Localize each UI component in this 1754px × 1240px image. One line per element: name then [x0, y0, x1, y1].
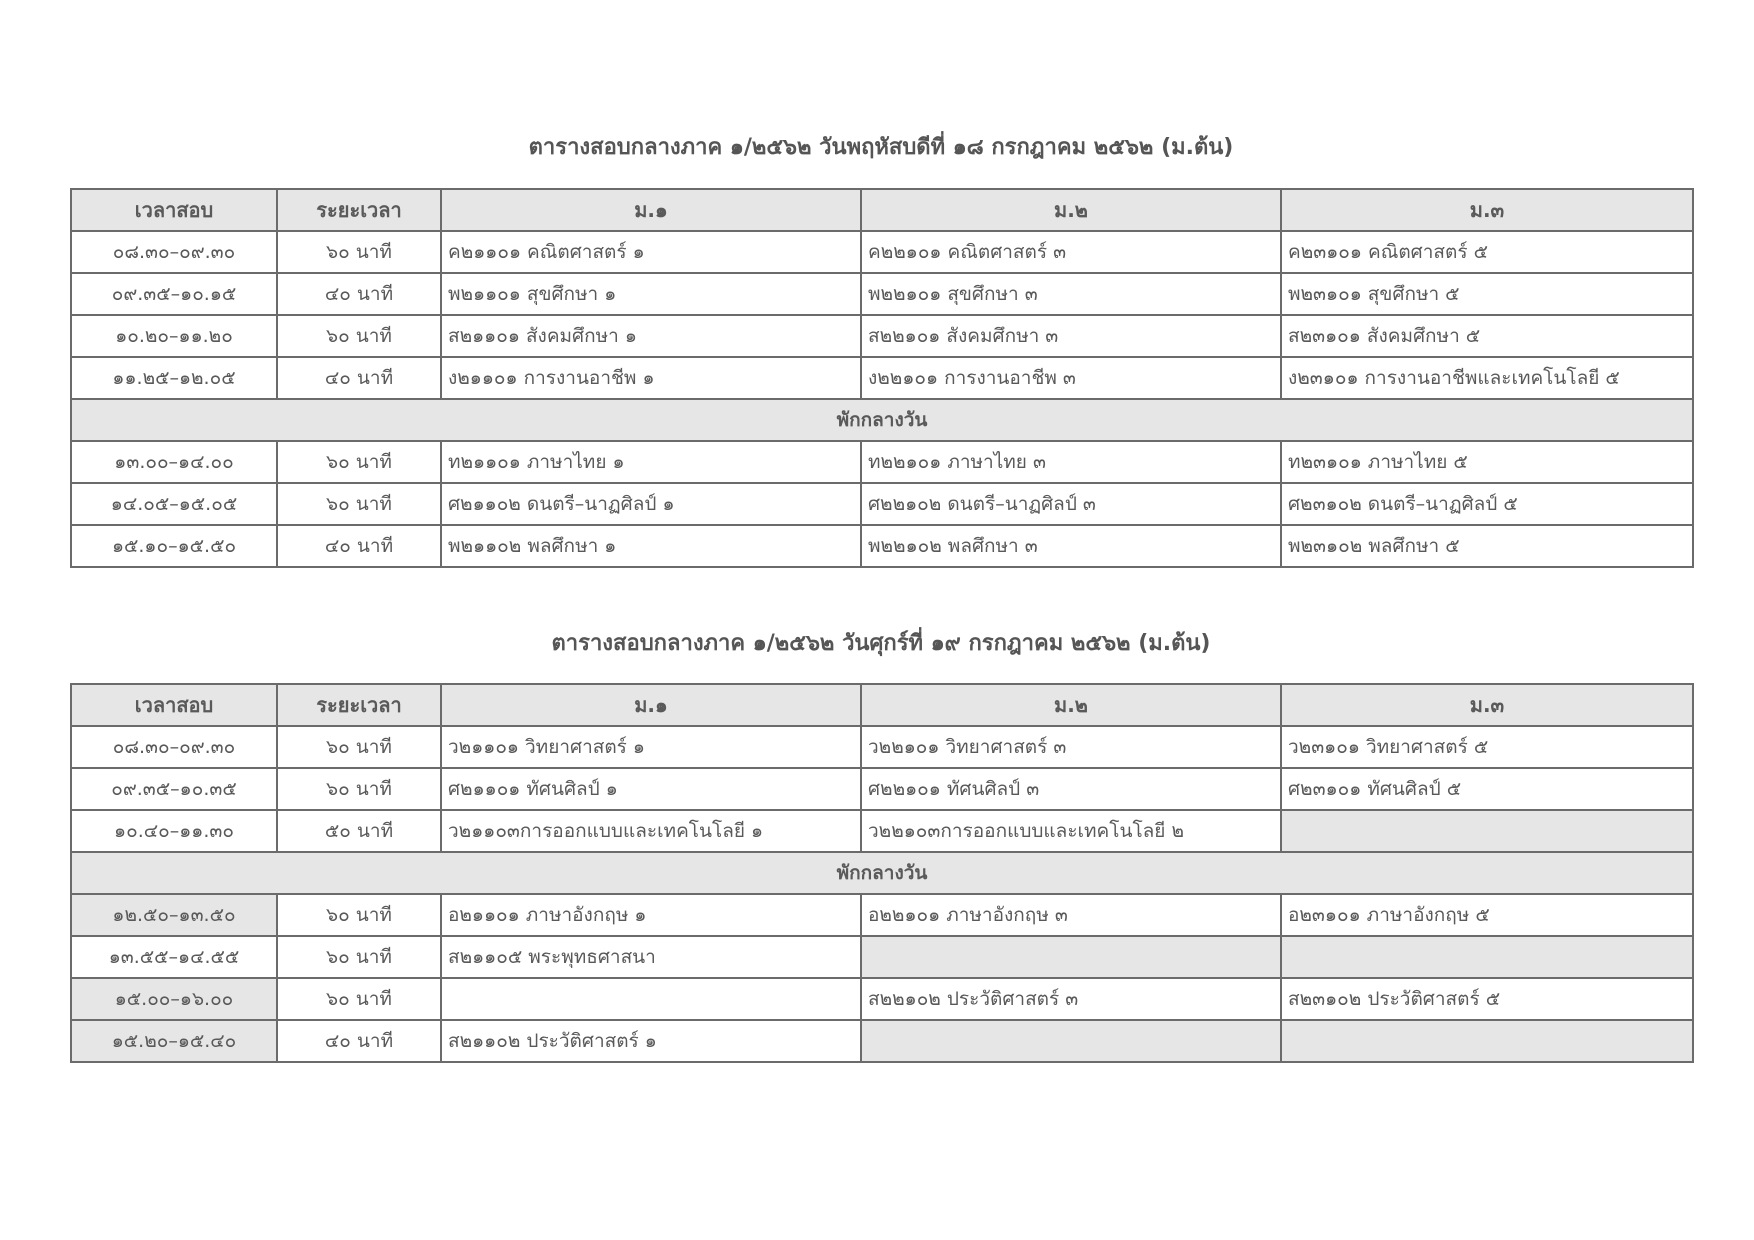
subject-m1: ส๒๑๑๐๕ พระพุทธศาสนา — [441, 936, 861, 978]
subject-m3-empty — [1281, 810, 1693, 852]
exam-duration: ๖๐ นาที — [277, 315, 441, 357]
header-m1: ม.๑ — [441, 189, 861, 231]
subject-m2: ง๒๒๑๐๑ การงานอาชีพ ๓ — [861, 357, 1281, 399]
subject-m3-empty — [1281, 936, 1693, 978]
subject-m1-empty — [441, 978, 861, 1020]
table-row — [71, 810, 1693, 852]
exam-duration: ๖๐ นาที — [277, 231, 441, 273]
table-row — [71, 357, 1693, 399]
lunch-break-label: พักกลางวัน — [71, 399, 1693, 441]
subject-m2: ท๒๒๑๐๑ ภาษาไทย ๓ — [861, 441, 1281, 483]
header-m3: ม.๓ — [1281, 189, 1693, 231]
subject-m2: ค๒๒๑๐๑ คณิตศาสตร์ ๓ — [861, 231, 1281, 273]
exam-time: ๐๙.๓๕–๑๐.๑๕ — [71, 273, 277, 315]
subject-m1: พ๒๑๑๐๑ สุขศึกษา ๑ — [441, 273, 861, 315]
exam-duration: ๖๐ นาที — [277, 936, 441, 978]
subject-m1: ท๒๑๑๐๑ ภาษาไทย ๑ — [441, 441, 861, 483]
table-row — [71, 525, 1693, 567]
exam-table-friday — [70, 683, 1694, 1063]
subject-m3-empty — [1281, 1020, 1693, 1062]
subject-m3: ท๒๓๑๐๑ ภาษาไทย ๕ — [1281, 441, 1693, 483]
subject-m3: ศ๒๓๑๐๑ ทัศนศิลป์ ๕ — [1281, 768, 1693, 810]
exam-duration: ๔๐ นาที — [277, 357, 441, 399]
subject-m3: ส๒๓๑๐๒ ประวัติศาสตร์ ๕ — [1281, 978, 1693, 1020]
exam-duration: ๔๐ นาที — [277, 1020, 441, 1062]
table-row — [71, 936, 1693, 978]
table-row — [71, 273, 1693, 315]
exam-duration: ๖๐ นาที — [277, 894, 441, 936]
exam-time: ๐๘.๓๐–๐๙.๓๐ — [71, 231, 277, 273]
subject-m2-empty — [861, 1020, 1281, 1062]
subject-m1: ง๒๑๑๐๑ การงานอาชีพ ๑ — [441, 357, 861, 399]
lunch-break-row — [71, 399, 1693, 441]
exam-table-thursday — [70, 188, 1694, 568]
table-header-row — [71, 189, 1693, 231]
header-m3: ม.๓ — [1281, 684, 1693, 726]
subject-m1: ส๒๑๑๐๑ สังคมศึกษา ๑ — [441, 315, 861, 357]
subject-m2: พ๒๒๑๐๒ พลศึกษา ๓ — [861, 525, 1281, 567]
subject-m2: ศ๒๒๑๐๑ ทัศนศิลป์ ๓ — [861, 768, 1281, 810]
subject-m2: ศ๒๒๑๐๒ ดนตรี–นาฏศิลป์ ๓ — [861, 483, 1281, 525]
table-row — [71, 483, 1693, 525]
header-m1: ม.๑ — [441, 684, 861, 726]
subject-m2: ว๒๒๑๐๓การออกแบบและเทคโนโลยี ๒ — [861, 810, 1281, 852]
table-row — [71, 894, 1693, 936]
subject-m1: ว๒๑๑๐๑ วิทยาศาสตร์ ๑ — [441, 726, 861, 768]
schedule-title-friday: ตารางสอบกลางภาค ๑/๒๕๖๒ วันศุกร์ที่ ๑๙ กรกฎาคม ๒๕๖๒ (ม.ต้น) — [551, 631, 1211, 656]
exam-duration: ๔๐ นาที — [277, 273, 441, 315]
schedule-title-thursday: ตารางสอบกลางภาค ๑/๒๕๖๒ วันพฤหัสบดีที่ ๑๘ กรกฎาคม ๒๕๖๒ (ม.ต้น) — [528, 135, 1234, 160]
subject-m3: อ๒๓๑๐๑ ภาษาอังกฤษ ๕ — [1281, 894, 1693, 936]
subject-m1: ว๒๑๑๐๓การออกแบบและเทคโนโลยี ๑ — [441, 810, 861, 852]
subject-m2: ส๒๒๑๐๑ สังคมศึกษา ๓ — [861, 315, 1281, 357]
header-exam-time: เวลาสอบ — [71, 684, 277, 726]
subject-m3: พ๒๓๑๐๑ สุขศึกษา ๕ — [1281, 273, 1693, 315]
exam-duration: ๕๐ นาที — [277, 810, 441, 852]
exam-duration: ๖๐ นาที — [277, 441, 441, 483]
exam-time: ๑๑.๒๕–๑๒.๐๕ — [71, 357, 277, 399]
subject-m1: ส๒๑๑๐๒ ประวัติศาสตร์ ๑ — [441, 1020, 861, 1062]
table-row — [71, 231, 1693, 273]
exam-time: ๐๙.๓๕–๑๐.๓๕ — [71, 768, 277, 810]
exam-duration: ๖๐ นาที — [277, 726, 441, 768]
subject-m1: อ๒๑๑๐๑ ภาษาอังกฤษ ๑ — [441, 894, 861, 936]
table-row — [71, 978, 1693, 1020]
subject-m3: ส๒๓๑๐๑ สังคมศึกษา ๕ — [1281, 315, 1693, 357]
exam-time: ๑๔.๐๕–๑๕.๐๕ — [71, 483, 277, 525]
table-row — [71, 1020, 1693, 1062]
subject-m3: ง๒๓๑๐๑ การงานอาชีพและเทคโนโลยี ๕ — [1281, 357, 1693, 399]
exam-time: ๑๕.๐๐–๑๖.๐๐ — [71, 978, 277, 1020]
exam-time: ๑๓.๐๐–๑๔.๐๐ — [71, 441, 277, 483]
exam-duration: ๔๐ นาที — [277, 525, 441, 567]
subject-m1: ค๒๑๑๐๑ คณิตศาสตร์ ๑ — [441, 231, 861, 273]
exam-duration: ๖๐ นาที — [277, 483, 441, 525]
lunch-break-label: พักกลางวัน — [71, 852, 1693, 894]
subject-m3: ว๒๓๑๐๑ วิทยาศาสตร์ ๕ — [1281, 726, 1693, 768]
table-row — [71, 768, 1693, 810]
subject-m2-empty — [861, 936, 1281, 978]
header-duration: ระยะเวลา — [277, 684, 441, 726]
header-m2: ม.๒ — [861, 189, 1281, 231]
header-duration: ระยะเวลา — [277, 189, 441, 231]
exam-duration: ๖๐ นาที — [277, 978, 441, 1020]
table-row — [71, 441, 1693, 483]
header-m2: ม.๒ — [861, 684, 1281, 726]
exam-time: ๑๕.๒๐–๑๕.๔๐ — [71, 1020, 277, 1062]
subject-m1: ศ๒๑๑๐๒ ดนตรี–นาฏศิลป์ ๑ — [441, 483, 861, 525]
exam-time: ๑๐.๔๐–๑๑.๓๐ — [71, 810, 277, 852]
subject-m3: พ๒๓๑๐๒ พลศึกษา ๕ — [1281, 525, 1693, 567]
exam-time: ๑๒.๕๐–๑๓.๕๐ — [71, 894, 277, 936]
table-row — [71, 726, 1693, 768]
subject-m2: พ๒๒๑๐๑ สุขศึกษา ๓ — [861, 273, 1281, 315]
subject-m2: อ๒๒๑๐๑ ภาษาอังกฤษ ๓ — [861, 894, 1281, 936]
subject-m2: ส๒๒๑๐๒ ประวัติศาสตร์ ๓ — [861, 978, 1281, 1020]
header-exam-time: เวลาสอบ — [71, 189, 277, 231]
lunch-break-row — [71, 852, 1693, 894]
subject-m2: ว๒๒๑๐๑ วิทยาศาสตร์ ๓ — [861, 726, 1281, 768]
subject-m1: ศ๒๑๑๐๑ ทัศนศิลป์ ๑ — [441, 768, 861, 810]
table-header-row — [71, 684, 1693, 726]
subject-m3: ศ๒๓๑๐๒ ดนตรี–นาฏศิลป์ ๕ — [1281, 483, 1693, 525]
table-row — [71, 315, 1693, 357]
subject-m3: ค๒๓๑๐๑ คณิตศาสตร์ ๕ — [1281, 231, 1693, 273]
exam-time: ๑๕.๑๐–๑๕.๕๐ — [71, 525, 277, 567]
exam-time: ๑๐.๒๐–๑๑.๒๐ — [71, 315, 277, 357]
exam-duration: ๖๐ นาที — [277, 768, 441, 810]
subject-m1: พ๒๑๑๐๒ พลศึกษา ๑ — [441, 525, 861, 567]
exam-time: ๑๓.๕๕–๑๔.๕๕ — [71, 936, 277, 978]
exam-time: ๐๘.๓๐–๐๙.๓๐ — [71, 726, 277, 768]
